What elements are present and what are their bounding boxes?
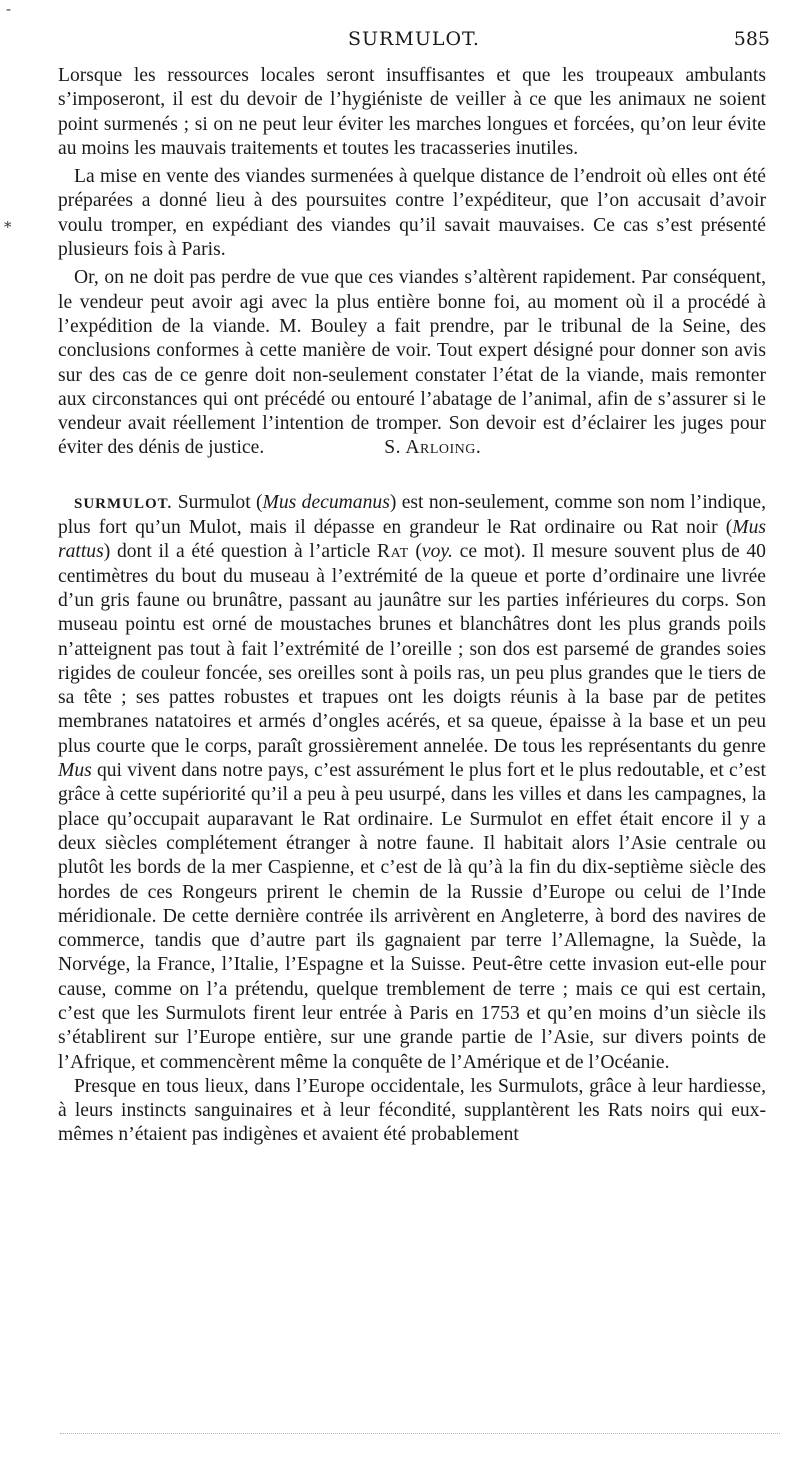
paragraph-hygiene: Lorsque les ressources locales seront insuffisantes et que les troupeaux ambulants s’imposeront, il est du devoir de l’hygiéniste de veiller à ce que les animaux ne soient point surmenés ; si on ne peut leur éviter les marches longues et forcées, qu’on leur évite au moins les mauvais traitements et toutes les tracasseries inutiles.: [58, 65, 766, 159]
page-header: [58, 28, 770, 56]
latin-name: Mus decumanus: [262, 491, 390, 513]
entry-text: ce mot). Il mesure souvent plus de 40 centimètres du bout du museau à l’extrémité de la queue et porte d’ordinaire une livrée d’un gris faune ou brunâtre, passant au jaunâtre sur les parties inférieures du corps. Son museau pointu est orné de moustaches brunes et blanchâtres dont les plus grands poils n’atteignent pas tout à fait l’extrémité de l’oreille ; son dos est parsemé de grandes soies rigides de couleur foncée, ses oreilles sont à poils ras, un peu plus grandes que le tiers de sa tête ; ses pattes robustes et trapues ont les doigts réunis à la base par de petites membranes natatoires et armés d’ongles acérés, et sa queue, épaisse à la base et un peu plus courte que le corps, paraît grossièrement annelée. De tous les représentants du genre: [58, 541, 766, 757]
entry-text: ) dont il a été question à l’article: [103, 541, 378, 563]
entry-text: Surmulot (: [177, 491, 263, 513]
paragraph-expert: [58, 266, 766, 460]
page-number: 585: [733, 28, 770, 50]
body-text: [58, 64, 766, 1148]
footer-rule: [60, 1433, 780, 1436]
entry-headword: SURMULOT.: [74, 495, 173, 512]
latin-name: Mus: [58, 760, 92, 782]
entry-text: ) est non-seulement, comme son nom l’indique, plus fort qu’un Mulot, mais il dépasse en grandeur le Rat ordinaire ou Rat noir (: [58, 491, 766, 539]
entry-text: (: [408, 541, 422, 563]
see-also: voy.: [421, 541, 453, 563]
margin-asterisk: *: [4, 218, 12, 236]
cross-reference: Rat: [377, 541, 409, 563]
running-title: SURMULOT.: [348, 28, 480, 50]
paragraph-sale: La mise en vente des viandes surmenées à quelque distance de l’endroit où elles ont été préparées a donné lieu à des poursuites contre l’expéditeur, que l’on accusait d’avoir voulu tromper, en expédiant des viandes qu’il savait mauvaises. Ce cas s’est présenté plusieurs fois à Paris.: [58, 166, 766, 261]
entry-text: qui vivent dans notre pays, c’est assurément le plus fort et le plus redoutable, et c’est grâce à cette supériorité qu’il a peu à peu usurpé, dans les villes et dans les campagnes, la place qu’occupait auparavant le Rat ordinaire. Le Surmulot en effet était encore il y a deux siècles complétement étranger à notre faune. Il habitait alors l’Asie centrale ou plutôt les bords de la mer Caspienne, et c’est de là qu’à la fin du dix-septième siècle des hordes de ces Rongeurs prirent le chemin de la Russie d’Europe ou celui de l’Inde méridionale. De cette dernière contrée ils arrivèrent en Angleterre, à bord des navires de commerce, tandis que d’autre part ils gagnaient par terre l’Allemagne, la Suède, la Norvége, la France, l’Italie, l’Espagne et la Suisse. Peut-être cette invasion eut-elle pour cause, comme on l’a prétendu, quelque tremblement de terre ; mais ce qui est certain, c’est que les Surmulots firent leur entrée à Paris en 1753 et qu’en moins d’un siècle ils s’établirent sur l’Europe entière, sur une grande partie de l’Asie, sur divers points de l’Afrique, et commencèrent même la conquête de l’Amérique et de l’Océanie.: [58, 760, 766, 1073]
margin-mark: -: [6, 0, 12, 18]
author-signature: S. Arloing.: [384, 437, 482, 459]
paragraph-expert-text: Or, on ne doit pas perdre de vue que ces viandes s’altèrent rapidement. Par conséquent, le vendeur peut avoir agi avec la plus entière bonne foi, au moment où il a procédé à l’expédition de la viande. M. Bouley a fait prendre, par le tribunal de la Seine, des conclusions conformes à cette manière de voir. Tout expert désigné pour donner son avis sur des cas de ce genre doit non-seulement constater l’état de la viande, mais remonter aux circonstances qui ont précédé ou entouré l’abatage de l’animal, afin de s’assurer si le vendeur avait réellement l’intention de tromper. Son devoir est d’éclairer les juges pour éviter des dénis de justice.: [58, 267, 766, 459]
latin-name: Mus rattus: [58, 517, 766, 563]
entry-surmulot: [58, 491, 766, 1075]
paragraph-supplant: Presque en tous lieux, dans l’Europe occidentale, les Surmulots, grâce à leur hardiesse, à leurs instincts sanguinaires et à leur fécondité, supplantèrent les Rats noirs qui eux-mêmes n’étaient pas indigènes et avaient été probablement: [58, 1075, 766, 1146]
